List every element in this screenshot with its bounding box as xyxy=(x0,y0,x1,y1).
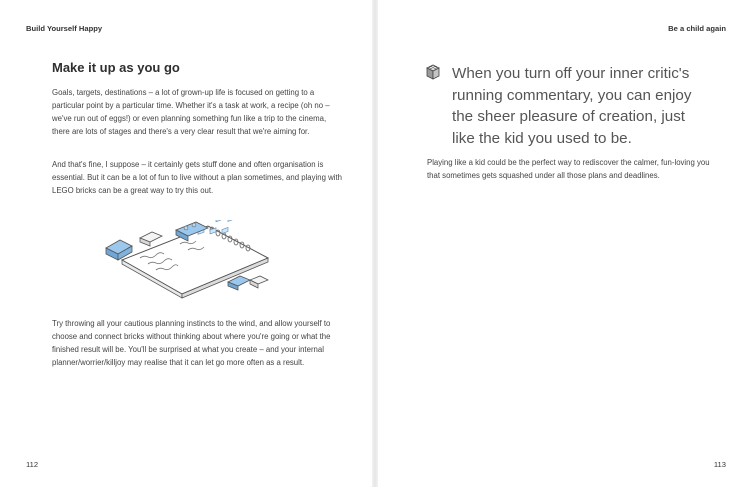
section-heading: Make it up as you go xyxy=(52,60,180,75)
page-number-right: 113 xyxy=(713,460,726,469)
running-head-left: Build Yourself Happy xyxy=(26,24,103,33)
body-paragraph-1: Goals, targets, destinations – a lot of grown-up life is focused on getting to a particular point by a particular time. Whether it's a task at work, a recipe (oh no – we've run out of eggs!) or even planning something fun like a trip to the cinema, there are lots of stages and there's a very clear result that we're aiming for. xyxy=(52,88,330,136)
lego-brick-icon xyxy=(426,64,440,80)
notebook-with-bricks-illustration xyxy=(100,220,290,310)
body-paragraph-2: And that's fine, I suppose – it certainly gets stuff done and often organisation is essential. But it can be a lot of fun to live without a plan sometimes, and playing with LEGO bricks can be a great way to try this out. xyxy=(52,160,342,195)
body-paragraph-4: Playing like a kid could be the perfect way to rediscover the calmer, fun-loving you that sometimes gets squashed under all those plans and deadlines. xyxy=(427,158,710,180)
running-head-right: Be a child again xyxy=(668,24,726,33)
body-paragraph-3: Try throwing all your cautious planning instincts to the wind, and allow yourself to choose and connect bricks without thinking about where you're going or what the finished result will be. You'll be surprised at what you create – and your internal planner/worrier/killjoy may realise that it can let go more often as a result. xyxy=(52,319,331,367)
page-number-left: 112 xyxy=(26,460,39,469)
pull-quote: When you turn off your inner critic's running commentary, you can enjoy the sheer pleasure of creation, just like the kid you used to be. xyxy=(452,65,692,147)
